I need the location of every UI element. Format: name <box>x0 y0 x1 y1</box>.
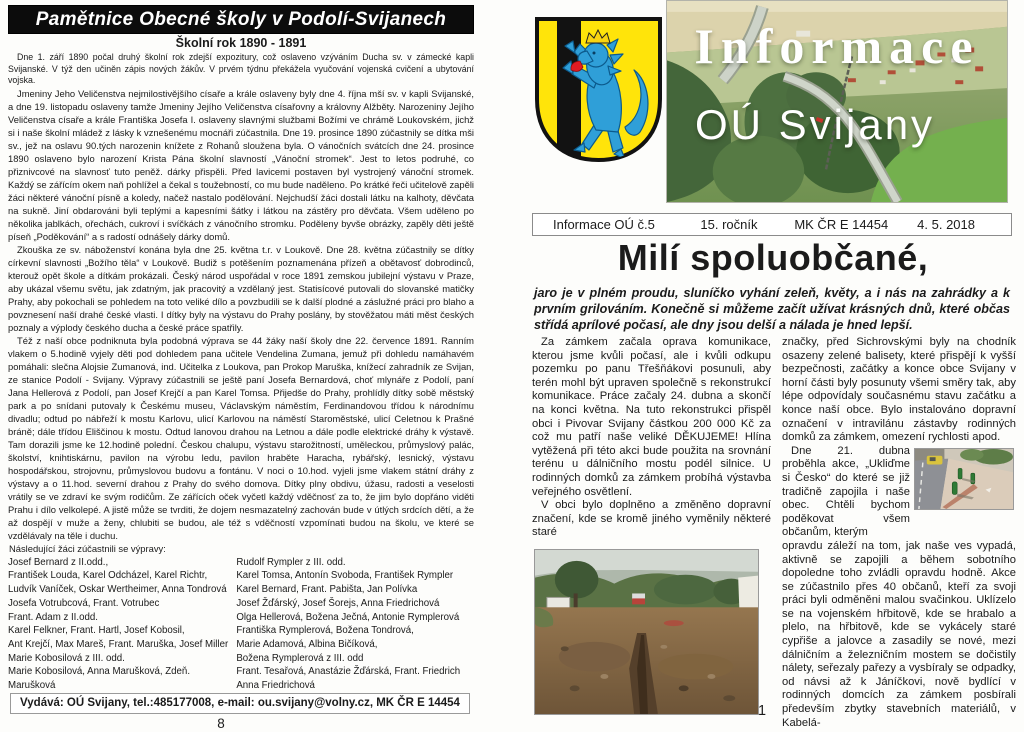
construction-photo-art <box>535 550 758 714</box>
chronicle-paragraph: Zkouška ze sv. náboženství konána byla dne 25. května t.r. v Loukově. Dne 28. května zúčastnily se dítky církevní slavnosti „Božího těla“ v Loukově. Budiž s potěšením poznamenána přízeň a obětavosť dobrodinců, kterouž opět škole a dítkám prokázali. Český národ uspořádal v roce 1891 zemskou jubilejní výstavu v Praze, aby ukázal všemu světu, jak zdatným, jak pracovitý a vzdělaný jest. Statisícové putovali do slovanské matičky Prahy, aby pokochali se pohledem na toto veliké dílo a povzbudili se k další plodné a záslužné práci pro blaho a povznesení naší drahé české vlasti. I dítky byly na výstavu do Prahy poslány, by stověžatou máti měst českých poznaly a výplody českého ducha a české práce spatřily. <box>8 243 474 333</box>
masthead-subtitle: OÚ Svijany <box>695 101 936 148</box>
imprint-box <box>10 693 470 714</box>
chronicle-paragraph: Též z naší obce podniknuta byla podobná výprava se 44 žáky naší školy dne 22. července 1891. Ranním vlakem o 5.hodině vyjely děti pod dohledem pana učitele Vendelina Zumana, jemuž při dohledu namáhavém pomáhali: slečna Alojsie Zumanová, ind. Učitelka z Loukova, pan Prokop Maruška, knížecí zahradník ze Svijan, ze stanice Podolí - Svijany. Výpravy zúčastnili se ještě paní Josefa Bernardová, choť mlynáře z Podolí, paní Jana Hellerová z Podolí, pan Josef Krejčí a pan Karel Tomsa. Přijedše do Prahy, prohlídly dítky sobě městský park a po snídani putovaly k Českému museu, Václavským náměstím, Ferdinandovou třídou k národnímu divadlu; odtud po nábřeží k mostu Karlovu, ulicí Karlovou na náměstí Staroměstské, ulicí Celetnou k Prašné bráně; dále třídou Eliščinou k mostu. Odtud lanovou drahou na Letnou a dále podle elektrické dráhy k výstavě. Tam dorazili jsme ke 12.hodině polední. Českou chalupu, výstavu starožitností, uměleckou, průmyslový palác, školství, knihtiskárnu, pavilon na výrobu ledu, pavilon hraběte Haracha, rybářský, lesnický, výstavu hospodářskou, strojovnu, průmyslovou budovu a fontánu. V noci o 10.hod. vyjeli jsme vlakem státní dráhy z výstavy a o 11.hod. severní drahou z Prahy do svého domova. Dítky plny obdivu, úžasu, radosti a veselosti vrátily se ve zdraví ke svým rodičům. Ze zářících oček vyčetl každý vděčnosť za to, že jim bylo dopřáno viděti Prahu i dílo velkolepé. A jistě může se tvrditi, že dojem nesmazatelný zachován bude v útlých srdcích dětí, a že až dospějí v muže a ženy, chlubiti se budou, ale též s vděčností vzpomínati budou na školu, ve které se vzdělávaly na těle i duchu. <box>8 334 474 541</box>
students-list <box>8 556 474 690</box>
students-column-1: Josef Bernard z II.odd., František Louda, Karel Odcházel, Karel Richtr, Ludvík Vaníček, Oskar Wertheimer, Anna Tondrová Josefa Votrubcová, Frant. Votrubec Frant. Adam z II.odd. Karel Felkner, Frant. Hartl, Josef Kobosil, Ant Krejčí, Max Mareš, Frant. Maruška, Josef Miller Marie Kobosilová z III. odd. Marie Kobosilová, Anna Marušková, Zdeň. Marušková <box>8 556 229 690</box>
volume-label: 15. ročník <box>700 217 758 232</box>
news-paragraph: Dne 21. dubna proběhla akce, „Ukliďme si Česko“ do které se již tradičně zapojila i naše obec. Chtěli bychom poděkovat všem občanům, kterým <box>782 444 910 539</box>
left-page-title: Pamětnice Obecné školy v Podolí-Svijanech <box>35 9 447 30</box>
coat-of-arms-art <box>530 12 668 170</box>
students-list-intro: Následující žáci zúčastnili se výpravy: <box>9 542 166 554</box>
news-paragraph: Za zámkem začala oprava komunikace, kterou jsme kvůli počasí, ale i kvůli odkupu pozemku po panu Třešňákovi posunuli, aby terén mohl být upraven společně s rekonstrukcí komunikace. Práce začaly 24. dubna a skončí na konci května. Na tuto rekonstrukci přispěl obci i Pivovar Svijany částkou 200 000 Kč za což mu patří naše veliké DĚKUJEME! Hlína vytěžená při této akci bude použita na srovnání terénu u dálničního mostu podél silnice. U rodinných domků za zámkem probíhá výstavba veřejného osvětlení. <box>532 336 771 498</box>
issue-date: 4. 5. 2018 <box>917 217 975 232</box>
right-page-number: 1 <box>757 703 767 719</box>
news-paragraph: značky, před Sichrovskými byly na chodník osazeny zelené balisety, které přispějí k vyšší bezpečnosti, začátky a konce obce Svijany v horní části byly posunuty všemi směry tak, aby lépe odpovídaly současnému stavu začátku a konce naší obce. Bylo instalováno dopravní označení v intravilánu zástavby rodinných domků za zámkem, omezení rychlosti apod. <box>782 336 1016 444</box>
svijany-coat-of-arms <box>530 12 668 170</box>
masthead-title: Informace <box>694 18 980 74</box>
chronicle-body <box>8 52 474 690</box>
right-page <box>530 0 1016 732</box>
left-page-title-bar <box>8 5 474 34</box>
chronicle-paragraph: Jmeniny Jeho Veličenstva nejmilostivějšího císaře a krále oslaveny byly dne 4. října mší sv. v kapli Svijanské, a dne 19. listopadu oslaveny tamže Jmeniny Jejího Veličenstva císařovny a královny Alžběty. Narozeniny Jejího Veličenstva císaře a krále Františka Josefa I. oslaveny slavnými službami Božími ve chrámě Loukovském, jichž si i naše školní mládež z lásky k vznešenému mocnáři zúčastnila. Dne 19. prosince 1890 zúčastnily se dítka mši sv., jež na oslavu 90.tých narozenin knížete z Rohanů sloužena byla. O vánočních svátcích dne 24. prosince 1890 oslaveno bylo narození Krista Pána školní slavností „Vánoční stromek“. Jest to letos podruhé, co přiznivcové na slavnosť tuto peněž. dárky přispěli. Před lavicemi postaven byl vystrojený vánoční stromek. Každý se zářícím okem naň pohlížel a čekal s toužebností, co mu bude naděleno. Po krátké řeči učitelově zapěli žáci některé vánoční písně a koledy, načež nastalo podělování. Nejchudší žáci dostali látku na kalhoty, děvčata na sukně. Jiní obdarováni byli teplými a kapesními šátky i látkou na zástěry pro děvčata. Všem uděleno po několika jablkách, ořechách, cukroví i svíčkách z vánočního stromku. Poděleny byvše obrázky, zapěly děti ještě píseň „Poděkování“ a s radostí odnášely dárky domů. <box>8 87 474 242</box>
left-page-number: 8 <box>217 716 225 731</box>
school-year-subtitle: Školní rok 1890 - 1891 <box>175 36 307 50</box>
imprint-text: Vydává: OÚ Svijany, tel.:485177008, e-mail: ou.svijany@volny.cz, MK ČR E 14454 <box>20 697 460 709</box>
issue-info-bar <box>532 213 1012 236</box>
street-bollards-photo <box>914 448 1014 510</box>
news-paragraph: V obci bylo doplněno a změněno dopravní značení, kde se kromě jiného vyměnily některé staré <box>532 499 771 539</box>
article-column-right <box>782 336 1016 730</box>
lead-paragraph: jaro je v plném proudu, sluníčko vyhání zeleň, květy, a i nás na zahrádky a k prvním grilováním. Konečně si můžeme začít užívat krásných dnů, které občas střídá aprílové počasí, ale dny jsou delší a nálada je hned lepší. <box>534 286 1010 332</box>
left-page <box>8 5 474 730</box>
construction-site-photo <box>534 549 759 715</box>
article-columns <box>532 336 1016 729</box>
street-photo-art <box>915 449 1013 509</box>
chronicle-paragraph: Dne 1. září 1890 počal druhý školní rok zdejší expozitury, což oslaveno vzýváním Ducha sv. v zámecké kapli Svijanské. V týž den učiněn zápis nových žákův. V prvém týdnu překážela vyučování vojenská cvičení a ubytování vojska. <box>8 52 474 86</box>
text-with-photo-row <box>782 445 1016 540</box>
article-headline: Milí spoluobčané, <box>617 237 929 278</box>
aerial-village-photo <box>666 0 1008 203</box>
issue-number: Informace OÚ č.5 <box>553 217 655 232</box>
registry-code: MK ČR E 14454 <box>794 217 889 232</box>
news-paragraph: opravdu záleží na tom, jak naše ves vypadá, aktivně se zapojili a během sobotního dopoledne toho zvládli opravdu hodně. Akce se zúčastnilo přes 40 občanů, kteří za svoji práci byli odměněni malou svačinkou. Uklízelo se na vojenském hřbitově, kde se hrabalo a plelo, na hřbitově, kde se vykácely staré cypřiše a jalovce a zasadily se nové, mezi dálničním a železničním mostem se dočistily nálety, seřezaly pařezy a vysbíraly se odpadky, od návsi až k Jáníčkovi, nově bydlící v rodinných domcích za zámkem posbírali především zbytky stavebních materiálů, v Kabelá- <box>782 539 1016 729</box>
article-column-left <box>532 336 771 715</box>
students-column-2: Rudolf Rympler z III. odd. Karel Tomsa, Antonín Svoboda, František Rympler Karel Bernard, Frant. Pabišta, Jan Polívka Josef Žďárský, Josef Šorejs, Anna Friedrichová Olga Hellerová, Božena Ječná, Antonie Rymplerová Františka Rymplerová, Božena Tondrová, Marie Adamová, Albina Bičíková, Božena Rymplerová z III. odd Frant. Tesařová, Anastázie Žďárská, Frant. Friedrich Anna Friedrichová <box>236 556 461 690</box>
